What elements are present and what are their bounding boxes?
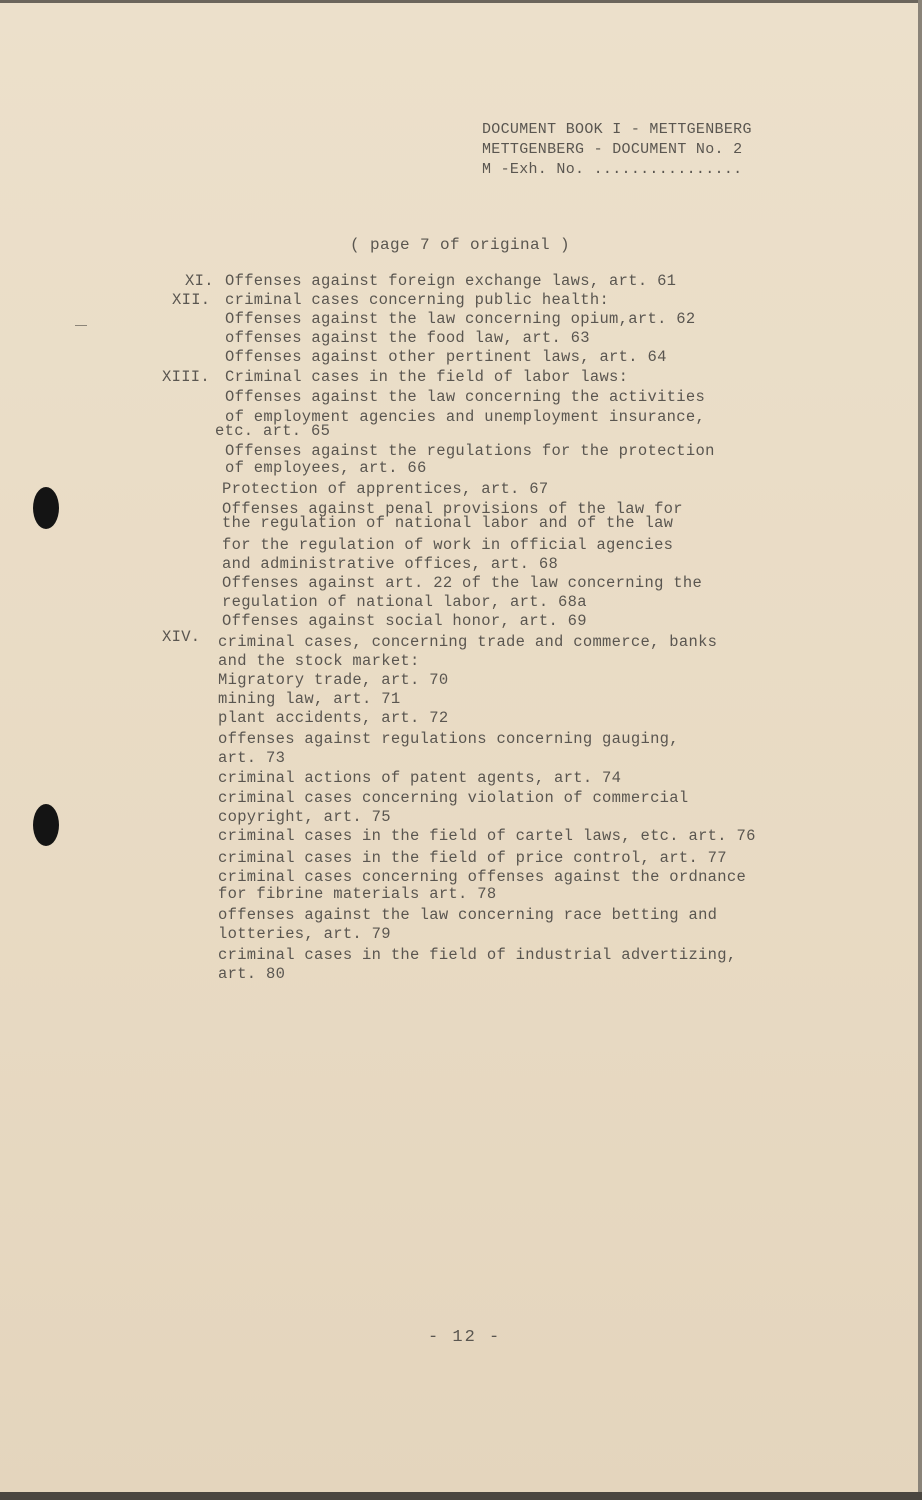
section-numeral: XIV. xyxy=(162,628,201,646)
entry-line: of employment agencies and unemployment insurance, xyxy=(225,408,706,426)
entry-line: criminal cases in the field of cartel laws, etc. art. 76 xyxy=(218,827,756,845)
entry-line: Offenses against the regulations for the protection xyxy=(225,442,715,460)
header-line-1: DOCUMENT BOOK I - METTGENBERG xyxy=(482,121,752,138)
entry-line: and the stock market: xyxy=(218,652,420,670)
entry-line: criminal cases concerning violation of commercial xyxy=(218,789,689,807)
entry-line: Offenses against the law concerning the activities xyxy=(225,388,706,406)
page-number: - 12 - xyxy=(428,1328,502,1347)
page-top-edge xyxy=(0,0,922,3)
entry-line: art. 80 xyxy=(218,965,286,983)
entry-line: Offenses against penal provisions of the law for xyxy=(222,500,683,518)
entry-line: Migratory trade, art. 70 xyxy=(218,671,449,689)
entry-line: Offenses against other pertinent laws, art. 64 xyxy=(225,348,667,366)
entry-line: criminal cases in the field of price control, art. 77 xyxy=(218,849,727,867)
entry-line: offenses against the food law, art. 63 xyxy=(225,329,590,347)
entry-line: offenses against the law concerning race betting and xyxy=(218,906,718,924)
entry-line: lotteries, art. 79 xyxy=(218,925,391,943)
entry-line: the regulation of national labor and of the law xyxy=(222,514,674,532)
entry-line: Offenses against art. 22 of the law concerning the xyxy=(222,574,703,592)
punch-hole xyxy=(33,487,59,529)
entry-line: Offenses against social honor, art. 69 xyxy=(222,612,587,630)
header-line-2: METTGENBERG - DOCUMENT No. 2 xyxy=(482,141,743,158)
entry-line: criminal cases, concerning trade and commerce, banks xyxy=(218,633,718,651)
page-bottom-edge xyxy=(0,1492,922,1500)
stray-mark xyxy=(75,325,87,326)
entry-line: copyright, art. 75 xyxy=(218,808,391,826)
entry-line: regulation of national labor, art. 68a xyxy=(222,593,587,611)
entry-line: for fibrine materials art. 78 xyxy=(218,885,497,903)
section-numeral: XIII. xyxy=(162,368,211,386)
entry-line: criminal cases concerning offenses against the ordnance xyxy=(218,868,747,886)
entry-line: criminal cases in the field of industrial advertizing, xyxy=(218,946,737,964)
entry-line: for the regulation of work in official agencies xyxy=(222,536,674,554)
entry-line: Protection of apprentices, art. 67 xyxy=(222,480,549,498)
entry-line: plant accidents, art. 72 xyxy=(218,709,449,727)
punch-hole xyxy=(33,804,59,846)
entry-line: Criminal cases in the field of labor laws: xyxy=(225,368,629,386)
entry-line: Offenses against the law concerning opium,art. 62 xyxy=(225,310,696,328)
entry-line: mining law, art. 71 xyxy=(218,690,401,708)
header-line-3: M -Exh. No. ................ xyxy=(482,161,743,178)
entry-line: offenses against regulations concerning gauging, xyxy=(218,730,679,748)
entry-line: and administrative offices, art. 68 xyxy=(222,555,559,573)
section-numeral: XII. xyxy=(172,291,211,309)
entry-line: criminal cases concerning public health: xyxy=(225,291,610,309)
entry-line: Offenses against foreign exchange laws, art. 61 xyxy=(225,272,677,290)
section-numeral: XI. xyxy=(185,272,214,290)
document-header xyxy=(482,120,752,180)
entry-line: of employees, art. 66 xyxy=(225,459,427,477)
entry-line: etc. art. 65 xyxy=(215,422,331,440)
page-right-edge xyxy=(918,0,922,1500)
entry-line: criminal actions of patent agents, art. 74 xyxy=(218,769,622,787)
original-page-label: ( page 7 of original ) xyxy=(350,236,571,254)
entry-line: art. 73 xyxy=(218,749,286,767)
